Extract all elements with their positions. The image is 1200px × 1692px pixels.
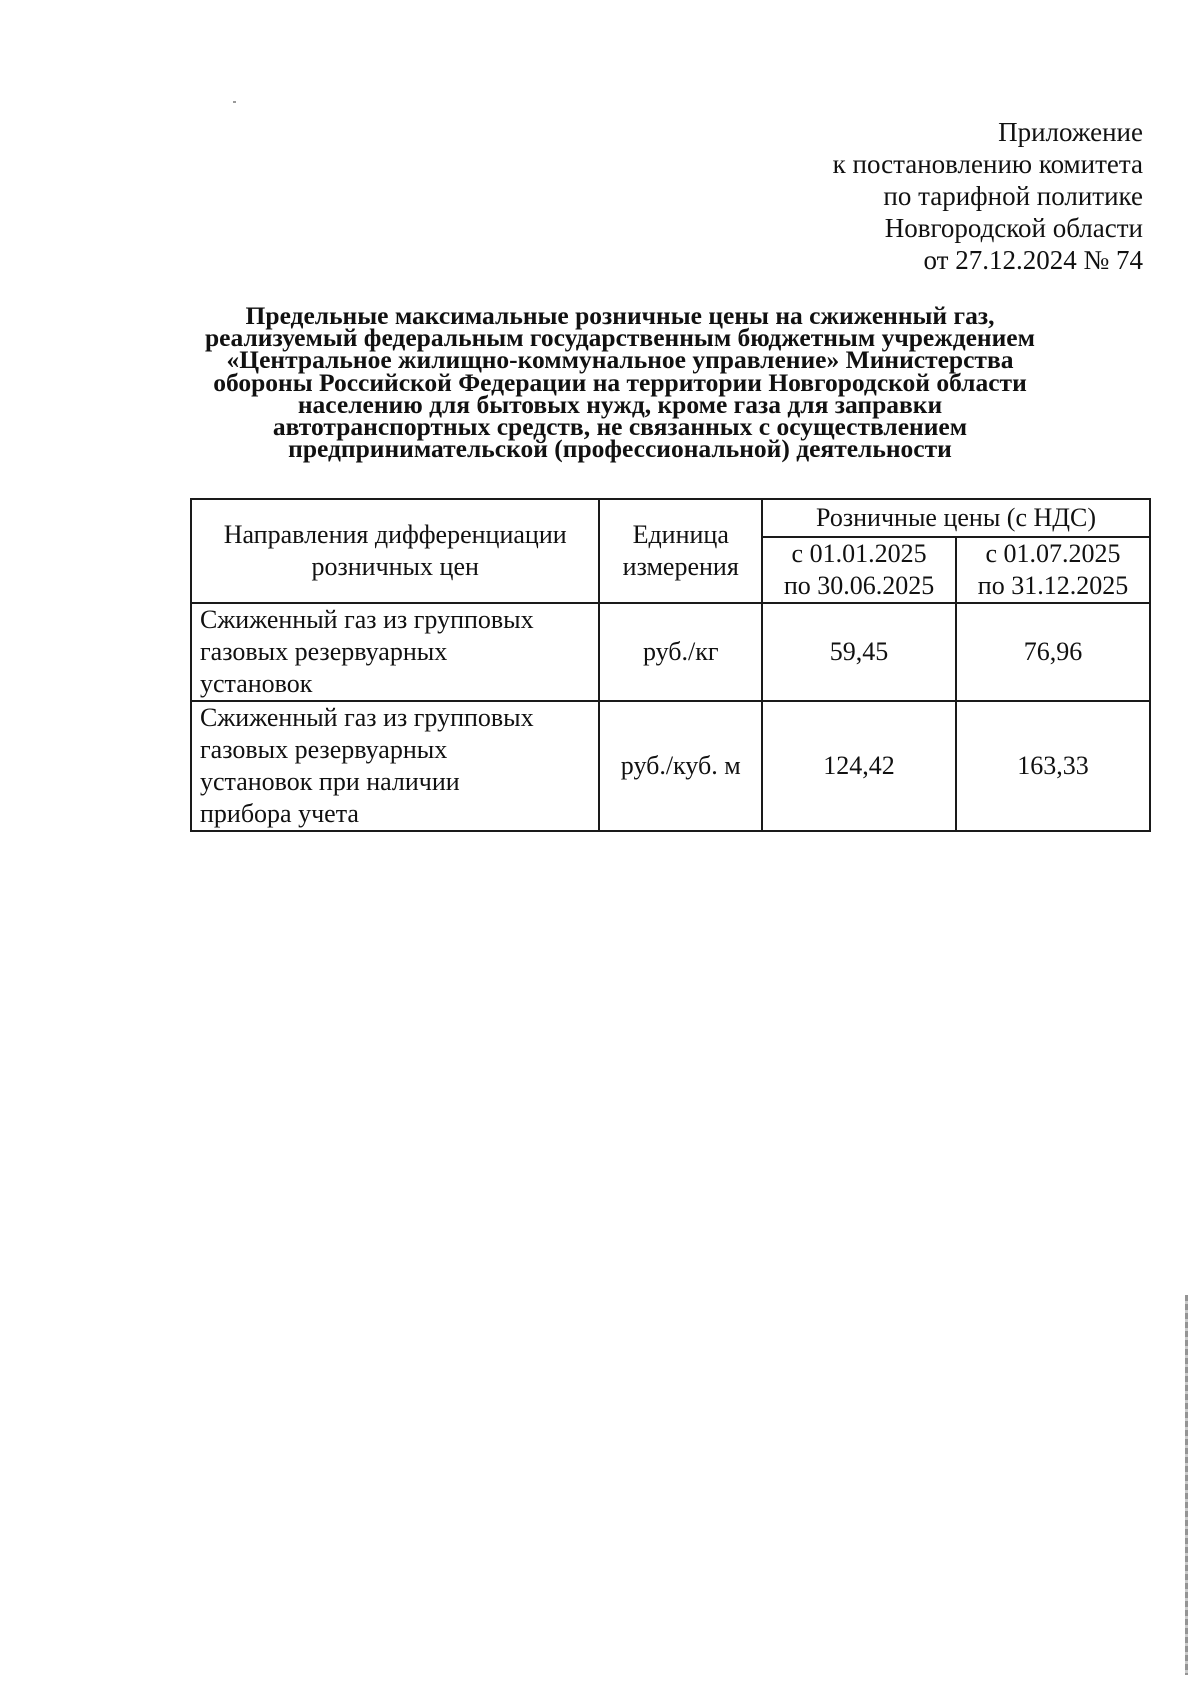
title-line: предпринимательской (профессиональной) деятельности bbox=[288, 434, 952, 464]
scan-artifact bbox=[233, 101, 236, 103]
cell-unit: руб./кг bbox=[599, 603, 762, 701]
appendix-line: Новгородской области bbox=[884, 213, 1143, 243]
scan-edge-artifact bbox=[1185, 1295, 1188, 1675]
cell-text: прибора учета bbox=[200, 799, 359, 828]
header-text: с 01.01.2025 bbox=[791, 539, 927, 568]
cell-text: газовых резервуарных bbox=[200, 637, 448, 666]
title-line: «Центральное жилищно-коммунальное управление» Министерства bbox=[226, 345, 1014, 375]
cell-text: Сжиженный газ из групповых bbox=[200, 703, 534, 732]
appendix-block bbox=[833, 116, 1143, 276]
table-row bbox=[191, 603, 1150, 701]
title-line: Предельные максимальные розничные цены на сжиженный газ, bbox=[245, 301, 995, 330]
cell-price-2: 163,33 bbox=[956, 701, 1150, 831]
title-line: населению для бытовых нужд, кроме газа для заправки bbox=[297, 389, 943, 419]
cell-price-2: 76,96 bbox=[956, 603, 1150, 701]
header-direction bbox=[191, 499, 599, 603]
cell-text: установок bbox=[200, 669, 313, 698]
table-row bbox=[191, 701, 1150, 831]
appendix-line: от 27.12.2024 № 74 bbox=[923, 245, 1143, 275]
cell-text: газовых резервуарных bbox=[200, 735, 448, 764]
cell-direction bbox=[191, 603, 599, 701]
title-line: реализуемый федеральным государственным бюджетным учреждением bbox=[204, 323, 1035, 353]
cell-price-1: 59,45 bbox=[762, 603, 956, 701]
header-prices-group: Розничные цены (с НДС) bbox=[762, 499, 1150, 537]
header-text: Единица bbox=[632, 520, 729, 549]
header-text: Направления дифференциации bbox=[223, 520, 567, 549]
header-text: по 31.12.2025 bbox=[977, 571, 1129, 600]
header-text: по 30.06.2025 bbox=[783, 571, 935, 600]
title-line: обороны Российской Федерации на территории Новгородской области bbox=[213, 367, 1027, 397]
cell-price-1: 124,42 bbox=[762, 701, 956, 831]
header-text: розничных цен bbox=[311, 552, 479, 581]
header-unit bbox=[599, 499, 762, 603]
appendix-line: к постановлению комитета bbox=[832, 149, 1143, 179]
cell-direction bbox=[191, 701, 599, 831]
price-table bbox=[190, 498, 1151, 832]
header-period-2 bbox=[956, 537, 1150, 603]
cell-unit: руб./куб. м bbox=[599, 701, 762, 831]
document-title bbox=[190, 301, 1050, 464]
header-text: измерения bbox=[622, 552, 739, 581]
title-line: автотранспортных средств, не связанных с осуществлением bbox=[272, 412, 968, 442]
table-header-row bbox=[191, 499, 1150, 537]
cell-text: Сжиженный газ из групповых bbox=[200, 605, 534, 634]
header-period-1 bbox=[762, 537, 956, 603]
appendix-line: по тарифной политике bbox=[883, 181, 1143, 211]
appendix-line: Приложение bbox=[998, 117, 1143, 147]
cell-text: установок при наличии bbox=[200, 767, 460, 796]
header-text: с 01.07.2025 bbox=[985, 539, 1121, 568]
